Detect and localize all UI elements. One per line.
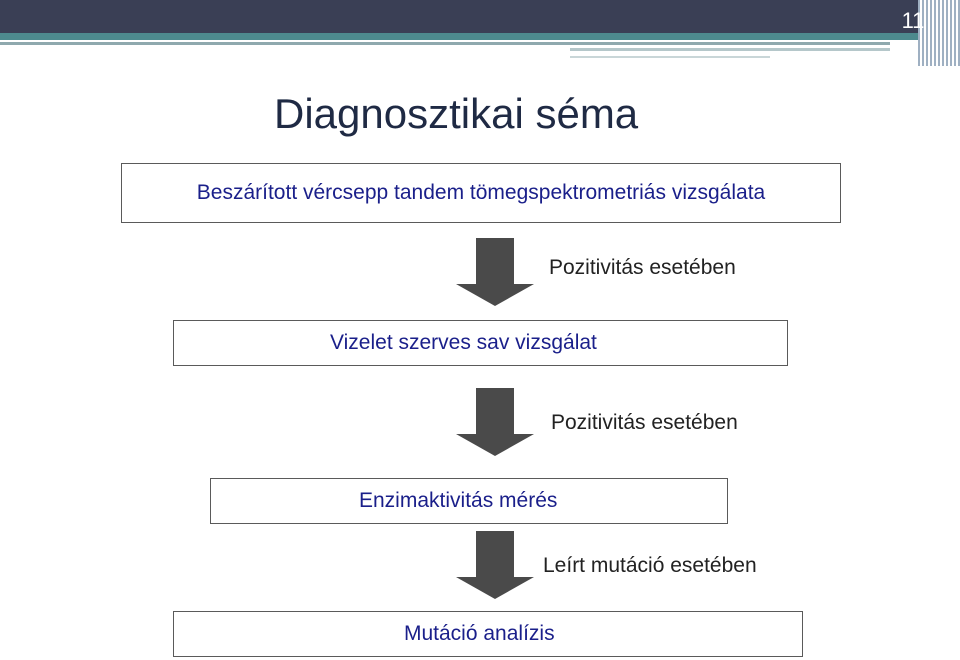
condition-label-2: Pozitivitás esetében: [551, 411, 738, 434]
down-arrow-icon: [456, 531, 534, 599]
condition-label-1: Pozitivitás esetében: [549, 256, 736, 279]
header-rule-shorter: [570, 56, 770, 58]
step-label-2: Vizelet szerves sav vizsgálat: [330, 331, 597, 354]
step-label-1: Beszárított vércsepp tandem tömegspektrometriás vizsgálata: [196, 181, 766, 204]
step-label-3: Enzimaktivitás mérés: [359, 489, 558, 512]
down-arrow-icon: [456, 388, 534, 456]
down-arrow-icon: [456, 238, 534, 306]
header-accent-bar: [0, 33, 930, 40]
condition-label-3: Leírt mutáció esetében: [543, 554, 757, 577]
page-number: 11: [901, 8, 925, 33]
slide-title: Diagnosztikai séma: [274, 90, 639, 137]
step-box-4: [173, 611, 803, 657]
step-box-1: [121, 163, 841, 223]
step-label-4: Mutáció analízis: [404, 622, 555, 645]
header-bar: [0, 0, 960, 33]
header-rule-short: [570, 48, 890, 51]
step-box-2: [173, 320, 788, 366]
step-box-3: [210, 478, 728, 524]
header-rule: [0, 42, 890, 45]
